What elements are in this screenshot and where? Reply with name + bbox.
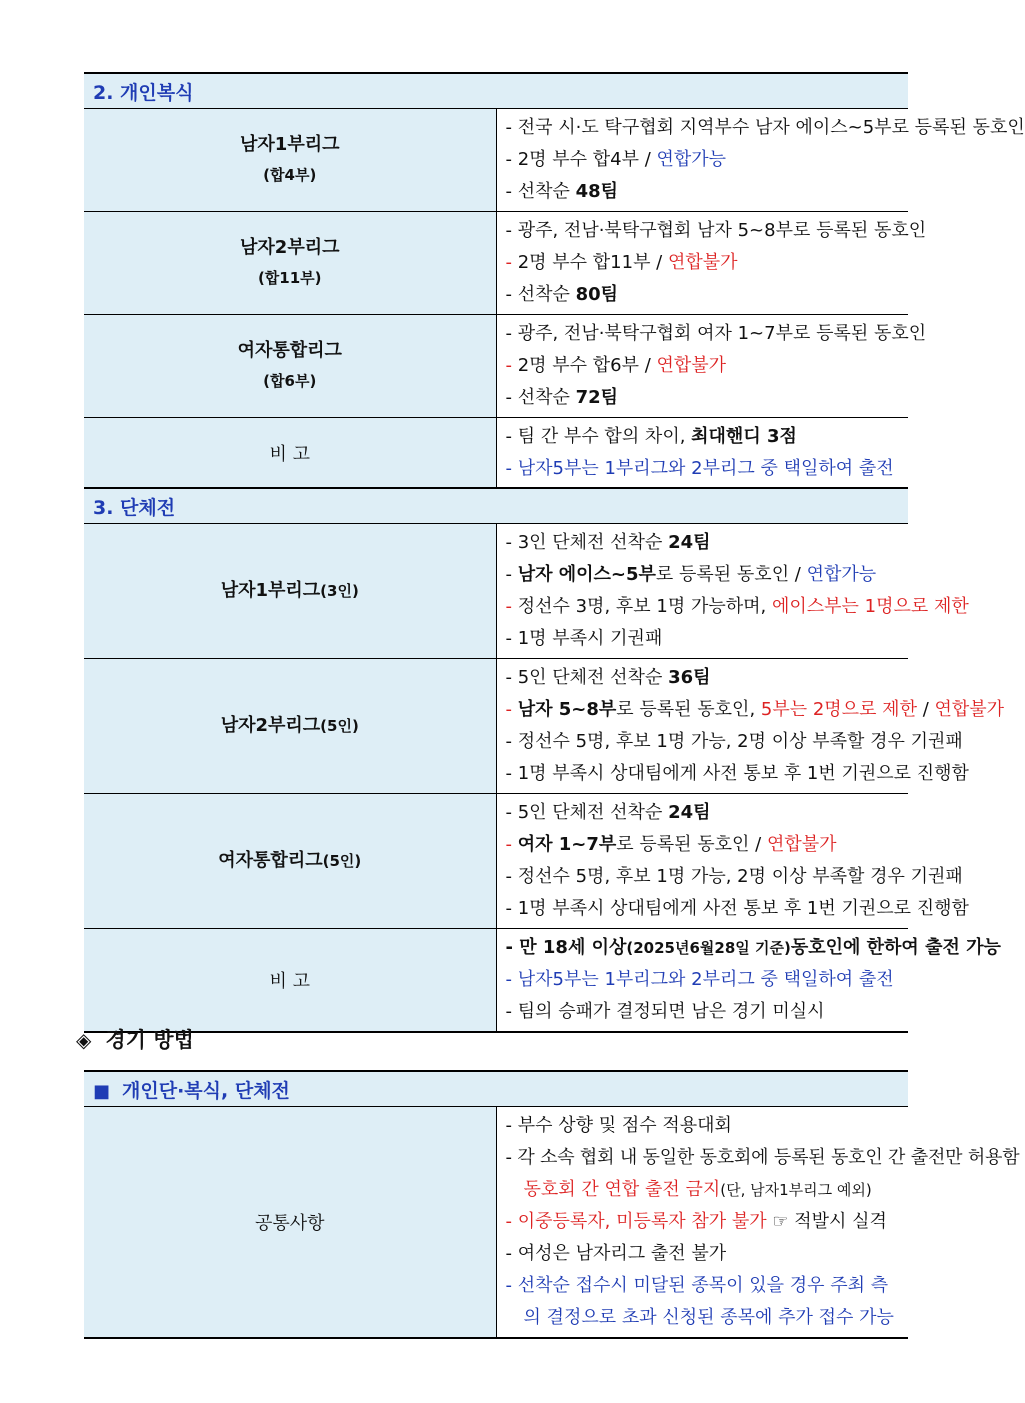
line: - 팀의 승패가 결정되면 남은 경기 미실시 — [505, 1001, 825, 1022]
line: - 각 소속 협회 내 동일한 동호회에 등록된 동호인 간 출전만 허용함 — [505, 1147, 1020, 1168]
line — [506, 527, 901, 559]
row-content — [496, 659, 1005, 794]
row-label — [84, 109, 496, 212]
row-content — [496, 212, 927, 315]
bold-text: 남자 5~8부 — [517, 699, 617, 720]
text: 2명 부수 합11부 / — [517, 252, 668, 273]
league-name: 남자1부리그 — [240, 134, 340, 155]
team-count: 24팀 — [668, 532, 711, 553]
line — [505, 694, 1005, 726]
line: - 남자5부는 1부리그와 2부리그 중 택일하여 출전 — [505, 969, 894, 990]
dash: - — [505, 699, 518, 720]
bold-text: - 만 18세 이상 — [505, 937, 627, 958]
text: 정선수 3명, 후보 1명 가능하며, — [517, 596, 772, 617]
note-label-text: 비 고 — [269, 971, 310, 992]
bold-text: 최대핸디 3점 — [691, 426, 797, 447]
exception-note: (단, 남자1부리그 예외) — [720, 1181, 872, 1199]
row-content — [496, 1107, 1020, 1339]
red-text: 5부는 2명으로 제한 — [760, 699, 917, 720]
row-label — [84, 1107, 496, 1339]
row-label — [84, 315, 496, 418]
line — [505, 932, 1001, 964]
note-label — [84, 929, 496, 1033]
team-count: 36팀 — [668, 667, 711, 688]
line: - 1명 부족시 기권패 — [505, 628, 663, 649]
line — [506, 279, 901, 311]
dash: - — [505, 252, 518, 273]
line: - 여성은 남자리그 출전 불가 — [505, 1243, 727, 1264]
bold-text: 남자 에이스~5부 — [517, 564, 656, 585]
team-count: 72팀 — [575, 387, 619, 408]
date-note: (2025년6월28일 기준) — [626, 939, 791, 957]
dash: - — [505, 834, 518, 855]
dash: - — [505, 1211, 518, 1232]
team-count: 80팀 — [575, 284, 619, 305]
league-sub: (5인) — [322, 852, 362, 870]
league-name: 여자통합리그 — [218, 850, 323, 871]
line: - 전국 시·도 탁구협회 지역부수 남자 에이스~5부로 등록된 동호인 — [505, 117, 1025, 138]
union-not-allowed: 연합불가 — [667, 252, 738, 273]
section-2-title: 2. 개인복식 — [84, 73, 908, 109]
union-not-allowed: 연합불가 — [934, 699, 1005, 720]
text: - 5인 단체전 선착순 — [505, 667, 669, 688]
red-text: 에이스부는 1명으로 제한 — [771, 596, 969, 617]
line: - 1명 부족시 상대팀에게 사전 통보 후 1번 기권으로 진행함 — [505, 898, 969, 919]
note-label — [84, 418, 496, 490]
pointing-hand-icon: ☞ — [766, 1211, 795, 1232]
league-sub: (합11부) — [257, 269, 322, 287]
line — [506, 559, 901, 591]
line: - 정선수 5명, 후보 1명 가능, 2명 이상 부족할 경우 기권패 — [505, 866, 963, 887]
text: - 2명 부수 합4부 / — [505, 149, 657, 170]
row-content — [496, 794, 969, 929]
dash: - — [505, 564, 518, 585]
line — [506, 829, 901, 861]
team-count: 48팀 — [575, 181, 619, 202]
method-heading — [76, 1024, 194, 1054]
league-name: 남자1부리그 — [220, 580, 321, 601]
line — [506, 144, 901, 176]
line — [506, 1206, 901, 1238]
line — [506, 382, 901, 414]
square-icon: ■ — [93, 1080, 111, 1102]
line: - 1명 부족시 상대팀에게 사전 통보 후 1번 기권으로 진행함 — [505, 763, 969, 784]
union-not-allowed: 연합불가 — [656, 355, 727, 376]
line — [506, 797, 901, 829]
method-heading-text: 경기 방법 — [105, 1028, 194, 1052]
text: 2명 부수 합6부 / — [517, 355, 657, 376]
bold-text: 동호인에 한하여 출전 가능 — [790, 937, 1001, 958]
diamond-icon: ◈ — [76, 1028, 92, 1052]
line — [506, 662, 901, 694]
row-label — [84, 212, 496, 315]
method-box-title-text: 개인단·복식, 단체전 — [122, 1079, 290, 1102]
text: 로 등록된 동호인, — [616, 699, 761, 720]
union-allowed: 연합가능 — [656, 149, 727, 170]
league-sub: (합4부) — [263, 166, 317, 184]
union-allowed: 연합가능 — [806, 564, 877, 585]
line — [506, 247, 901, 279]
bold-text: 여자 1~7부 — [517, 834, 617, 855]
league-name: 남자2부리그 — [220, 715, 321, 736]
method-table — [84, 1070, 1020, 1339]
dash: - — [505, 355, 518, 376]
text: - 선착순 — [505, 284, 576, 305]
line — [506, 350, 901, 382]
line — [505, 591, 969, 623]
text: - 팀 간 부수 합의 차이, — [505, 426, 692, 447]
section-2-table — [84, 72, 1025, 490]
red-text: 이중등록자, 미등록자 참가 불가 — [517, 1211, 767, 1232]
note-content — [496, 418, 908, 490]
text: 로 등록된 동호인 / — [616, 834, 767, 855]
team-count: 24팀 — [668, 802, 711, 823]
union-not-allowed: 연합불가 — [766, 834, 837, 855]
text: - 선착순 — [505, 181, 576, 202]
text: 로 등록된 동호인 / — [655, 564, 807, 585]
text: 적발시 실격 — [794, 1211, 887, 1232]
note-label-text: 비 고 — [269, 444, 310, 465]
row-content — [496, 315, 927, 418]
section-3-title: 3. 단체전 — [84, 488, 908, 524]
text: - 3인 단체전 선착순 — [505, 532, 669, 553]
row-label — [84, 794, 496, 929]
row-label — [84, 659, 496, 794]
league-sub: (합6부) — [263, 372, 317, 390]
text: - 5인 단체전 선착순 — [505, 802, 669, 823]
common-label: 공통사항 — [254, 1213, 325, 1234]
row-content — [496, 109, 1025, 212]
row-label — [84, 524, 496, 659]
line: - 광주, 전남·북탁구협회 남자 5~8부로 등록된 동호인 — [505, 220, 927, 241]
red-text: 동호회 간 연합 출전 금지 — [523, 1179, 721, 1200]
dash: - — [505, 596, 518, 617]
text: / — [916, 699, 935, 720]
line — [506, 1174, 901, 1206]
text: - 선착순 — [505, 387, 576, 408]
line: - 남자5부는 1부리그와 2부리그 중 택일하여 출전 — [505, 458, 894, 479]
league-sub: (5인) — [320, 717, 359, 735]
league-sub: (3인) — [320, 582, 359, 600]
line — [506, 421, 901, 453]
section-3-table — [84, 487, 1005, 1033]
league-name: 여자통합리그 — [237, 340, 342, 361]
line: - 광주, 전남·북탁구협회 여자 1~7부로 등록된 동호인 — [505, 323, 927, 344]
line — [506, 176, 901, 208]
row-content — [496, 524, 969, 659]
line: - 선착순 접수시 미달된 종목이 있을 경우 주최 측의 결정으로 초과 신청된 종목에 추가 접수 가능 — [505, 1275, 894, 1328]
line: - 정선수 5명, 후보 1명 가능, 2명 이상 부족할 경우 기권패 — [505, 731, 963, 752]
method-box-title — [84, 1071, 908, 1107]
league-name: 남자2부리그 — [240, 237, 340, 258]
line: - 부수 상향 및 점수 적용대회 — [505, 1115, 732, 1136]
note-content — [496, 929, 1001, 1033]
